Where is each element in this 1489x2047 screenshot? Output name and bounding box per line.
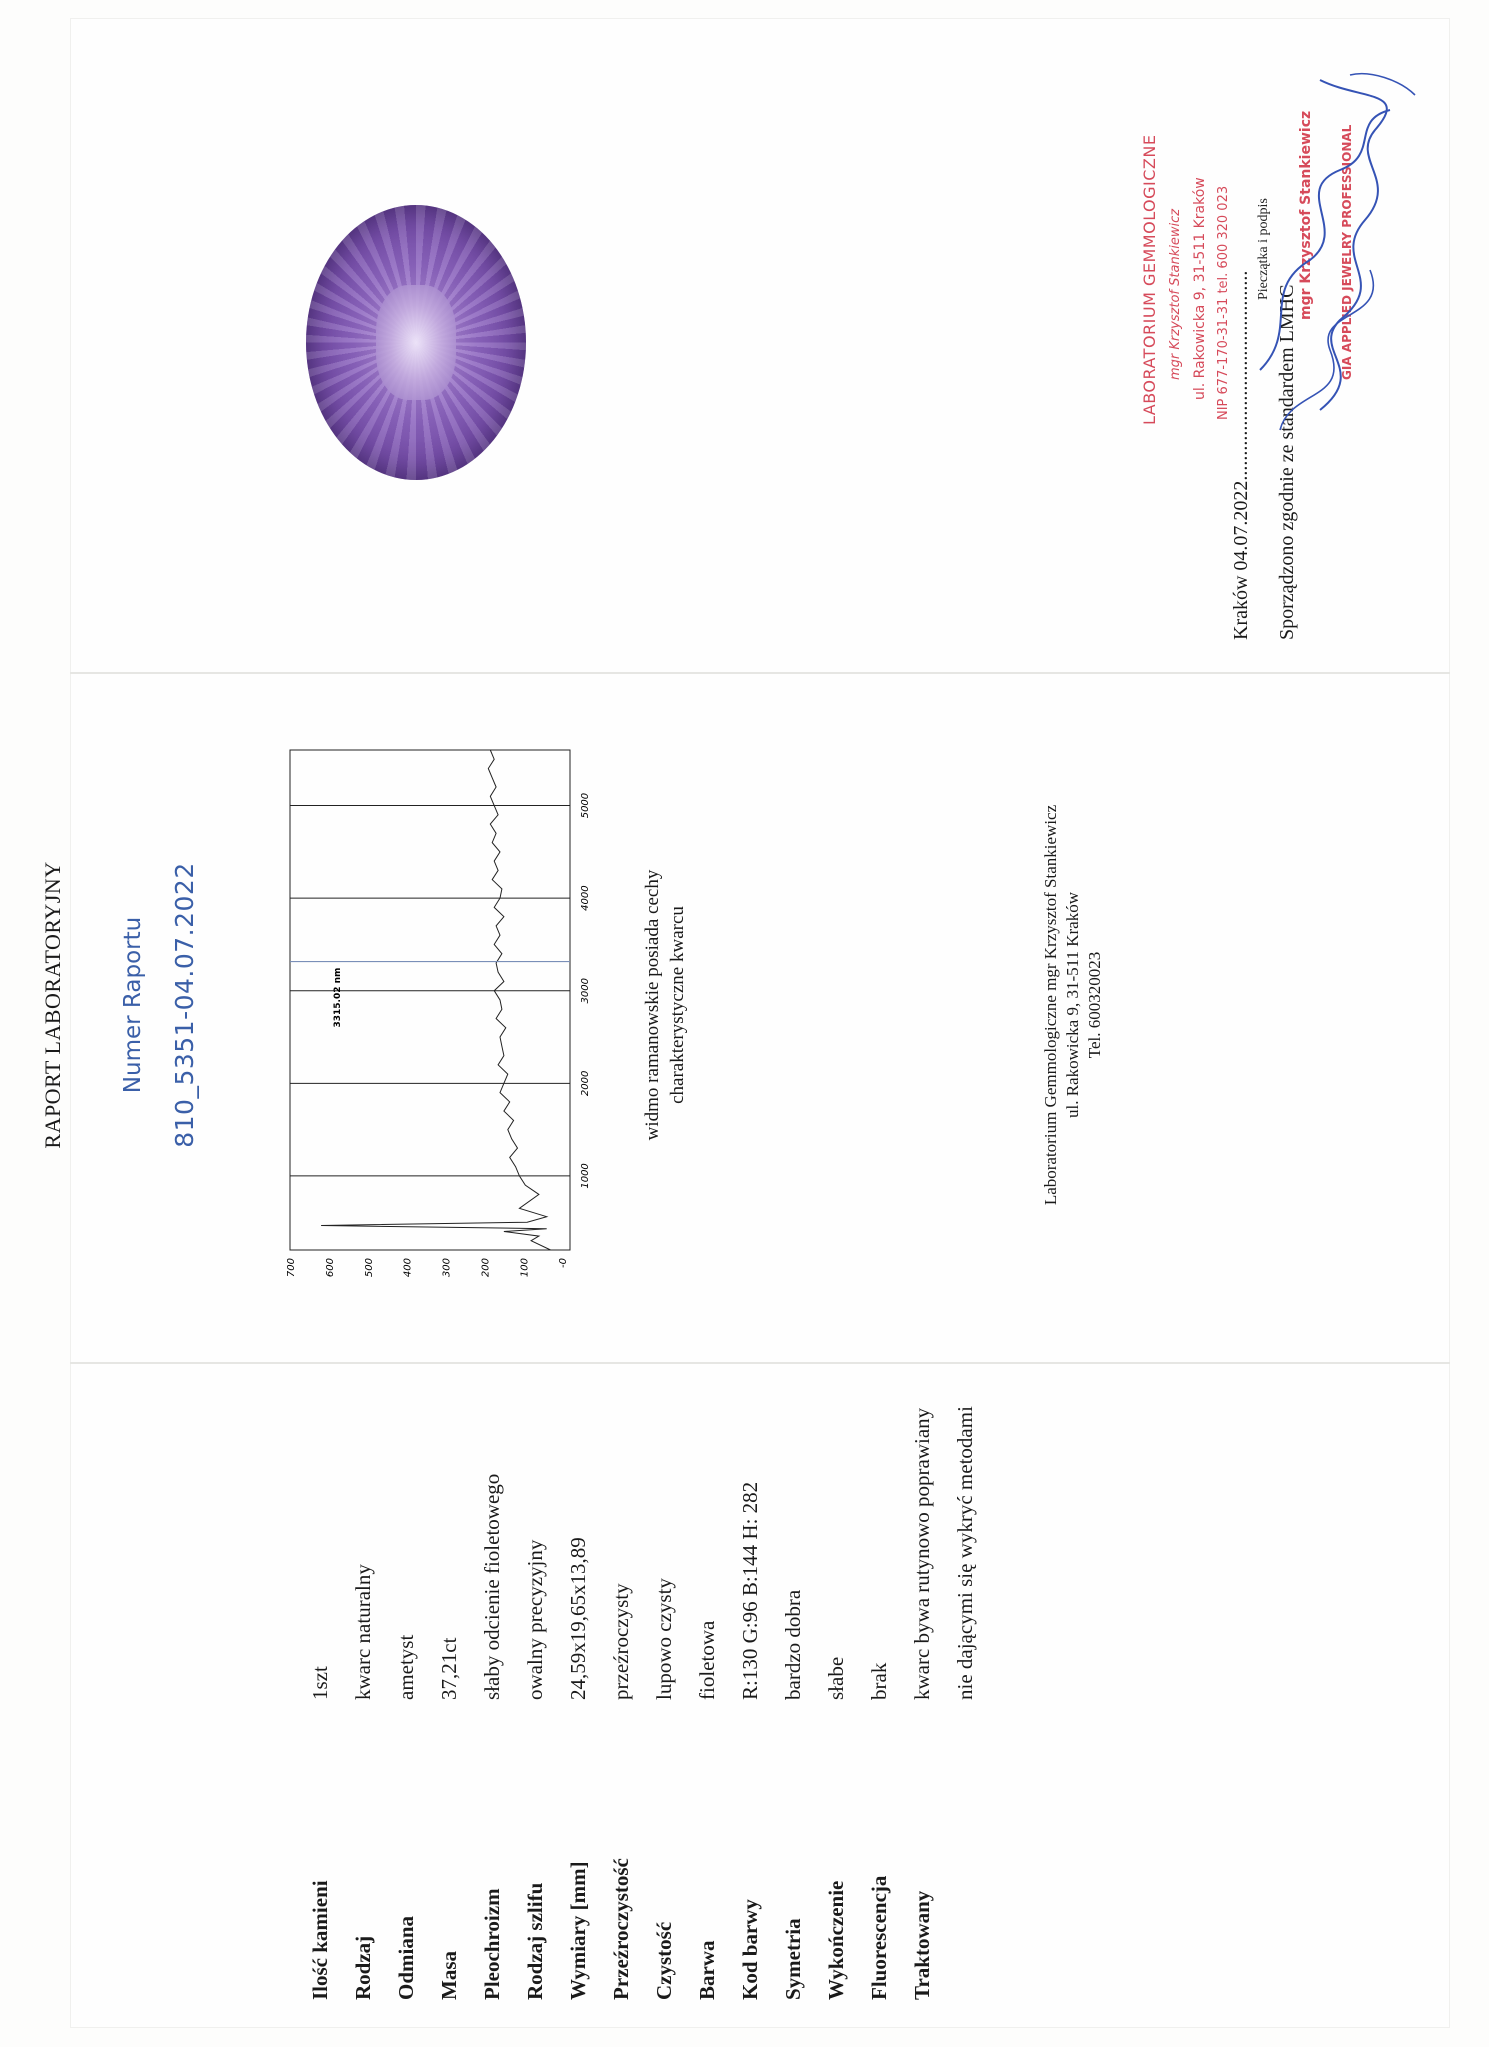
detail-label: Traktowany	[910, 1890, 934, 2000]
detail-label: Ilość kamieni	[308, 1880, 332, 2000]
treated-note-line2: nie dającymi się wykryć metodami	[953, 1406, 977, 1700]
gem-table-facet	[376, 285, 456, 400]
y-tick-label: 200	[480, 1258, 492, 1278]
report-number: 810_5351-04.07.2022	[170, 862, 199, 1148]
detail-row	[300, 1360, 340, 2000]
stamp-caption: Pieczątka i podpis	[1256, 198, 1271, 300]
gem-photo	[306, 205, 526, 480]
detail-row	[429, 1360, 469, 2000]
detail-value: słabe	[824, 1656, 848, 1700]
detail-label: Wykończenie	[824, 1880, 848, 2000]
plot-frame	[290, 750, 570, 1250]
report-number-label: Numer Raportu	[120, 916, 146, 1094]
detail-label: Fluorescencja	[867, 1875, 891, 2000]
detail-label: Pleochroizm	[480, 1888, 504, 2000]
detail-row	[515, 1360, 555, 2000]
x-tick-label: 4000	[580, 885, 591, 911]
chart-caption-line2: charakterystyczne kwarcu	[667, 906, 688, 1104]
stamp-name: mgr Krzysztof Stankiewicz	[1298, 110, 1314, 320]
stamp-line-1: LABORATORIUM GEMMOLOGICZNE	[1140, 134, 1159, 425]
stamp-gia: GIA APPLIED JEWELRY PROFESSIONAL	[1340, 124, 1354, 380]
y-tick-label: 600	[324, 1258, 336, 1278]
stamp-line-4: NIP 677-170-31-31 tel. 600 320 023	[1216, 185, 1231, 420]
detail-value: kwarc bywa rutynowo poprawiany	[910, 1407, 934, 1700]
detail-value: kwarc naturalny	[351, 1564, 375, 1700]
detail-row	[386, 1360, 426, 2000]
chart-caption	[640, 690, 690, 1320]
y-tick-label: 700	[286, 1258, 297, 1278]
detail-value: ametyst	[394, 1634, 418, 1700]
detail-value: brak	[867, 1662, 891, 1700]
detail-label: Kod barwy	[738, 1899, 762, 2000]
x-tick-label: 5000	[580, 792, 591, 819]
detail-value: owalny precyzyjny	[523, 1539, 547, 1700]
detail-row	[730, 1360, 770, 2000]
lab-address: ul. Rakowicka 9, 31-511 Kraków	[1063, 892, 1082, 1118]
fold-line-top	[70, 672, 1450, 674]
x-tick-label: 3000	[580, 978, 591, 1004]
lab-phone: Tel. 600320023	[1085, 951, 1104, 1059]
y-tick-label: 100	[519, 1258, 531, 1278]
detail-label: Barwa	[695, 1940, 719, 2000]
detail-row	[816, 1360, 856, 2000]
detail-label: Symetria	[781, 1918, 805, 2000]
y-tick-label: 500	[363, 1258, 375, 1278]
y-tick-label: 400	[402, 1258, 414, 1278]
detail-label: Odmiana	[394, 1915, 418, 2000]
detail-value: przeźroczysty	[609, 1583, 633, 1700]
peak-annotation: 3315.02 nm	[333, 967, 343, 1028]
detail-row	[902, 1360, 942, 2000]
detail-value: słaby odcienie fioletowego	[480, 1473, 504, 1700]
stamp-line-2: mgr Krzysztof Stankiewicz	[1168, 208, 1183, 380]
report-header-panel	[40, 690, 1460, 1320]
detail-row	[687, 1360, 727, 2000]
detail-label: Przeźroczystość	[609, 1858, 633, 2000]
detail-label: Wymiary [mm]	[566, 1861, 590, 2000]
detail-row	[472, 1360, 512, 2000]
detail-row	[343, 1360, 383, 2000]
detail-value: fioletowa	[695, 1620, 719, 1700]
y-tick-label: 300	[441, 1258, 453, 1278]
detail-row	[859, 1360, 899, 2000]
detail-row	[644, 1360, 684, 2000]
detail-value: lupowo czysty	[652, 1578, 676, 1700]
detail-row	[558, 1360, 598, 2000]
y-tick-label: -0	[558, 1258, 570, 1268]
lab-name: Laboratorium Gemmologiczne mgr Krzysztof Stankiewicz	[1041, 804, 1060, 1206]
place-date: Kraków 04.07.2022..........................................	[1230, 270, 1252, 640]
detail-label: Masa	[437, 1951, 461, 2000]
raman-spectrum-chart	[270, 730, 610, 1310]
detail-value: 24,59x19,65x13,89	[566, 1537, 590, 1700]
detail-value: bardzo dobra	[781, 1589, 805, 1700]
x-tick-label: 2000	[580, 1070, 591, 1097]
lab-footer	[1040, 690, 1106, 1320]
detail-row	[773, 1360, 813, 2000]
detail-label: Rodzaj szlifu	[523, 1882, 547, 2000]
detail-value: 37,21ct	[437, 1637, 461, 1700]
spectrum-line	[321, 750, 550, 1250]
stamp-line-3: ul. Rakowicka 9, 31-511 Kraków	[1192, 177, 1208, 400]
detail-row-continuation	[945, 1360, 985, 2000]
signature	[1200, 70, 1430, 440]
chart-caption-line1: widmo ramanowskie posiada cechy	[642, 869, 663, 1141]
standard-note: Sporządzono zgodnie ze standardem LMHC	[1276, 284, 1298, 640]
report-title: RAPORT LABORATORYJNY	[40, 861, 65, 1149]
detail-label: Rodzaj	[351, 1935, 375, 2000]
detail-label: Czystość	[652, 1921, 676, 2000]
detail-value: R:130 G:96 B:144 H: 282	[738, 1481, 762, 1700]
x-tick-label: 1000	[580, 1163, 591, 1189]
detail-row	[601, 1360, 641, 2000]
stone-details-panel	[300, 1360, 1060, 2000]
detail-value: 1szt	[308, 1666, 332, 1700]
